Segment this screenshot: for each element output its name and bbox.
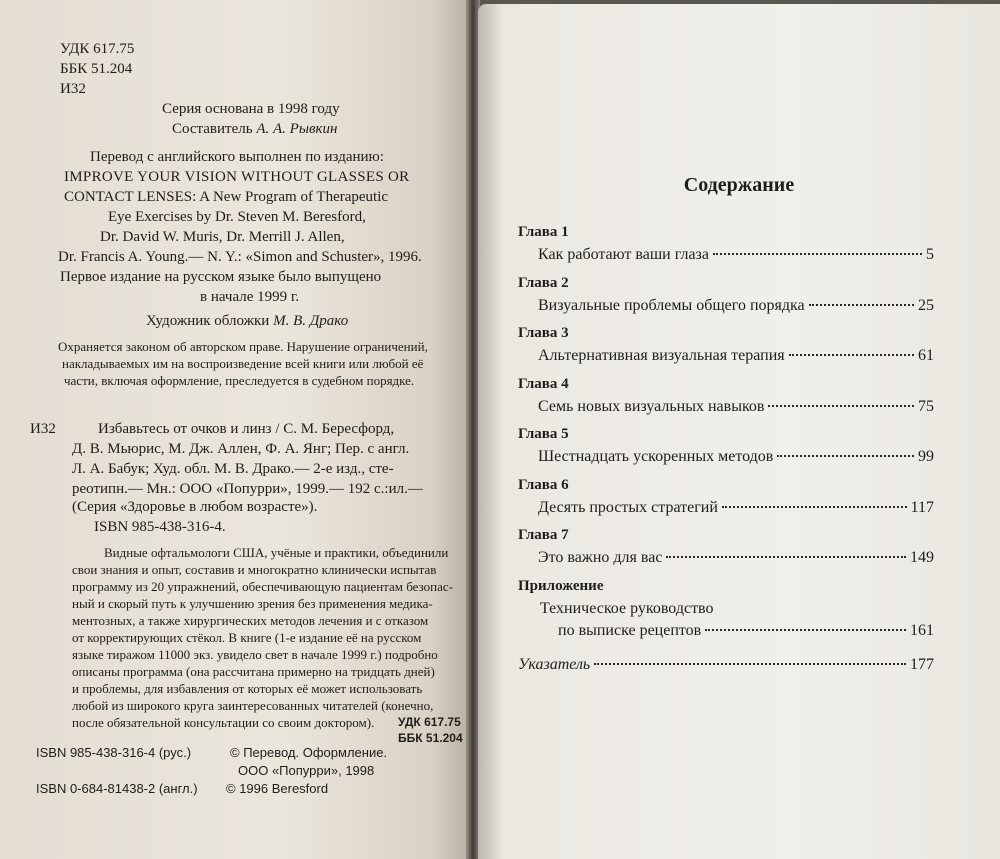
toc-leader-dots (809, 304, 914, 306)
code-top: И32 (60, 81, 86, 97)
toc-chapter-label: Глава 3 (518, 325, 569, 341)
bbk-top: ББК 51.204 (60, 61, 133, 77)
toc-entry (538, 499, 934, 517)
catalog-code: И32 (30, 421, 56, 437)
toc-leader-dots (722, 506, 907, 508)
toc-entry-title: Как работают ваши глаза (538, 246, 709, 263)
compiler-line: Составитель А. А. Рывкин (172, 121, 338, 137)
toc-entry-page: 75 (918, 397, 934, 415)
toc-chapter-label: Глава 6 (518, 476, 569, 493)
toc-entry-page: 61 (918, 347, 934, 364)
toc-entry-title: Альтернативная визуальная терапия (538, 347, 785, 364)
toc-entry-page: 117 (910, 498, 934, 516)
toc-entry-title: Шестнадцать ускоренных методов (538, 448, 774, 465)
toc-chapter-label: Глава 2 (518, 274, 569, 291)
series-line: Серия основана в 1998 году (162, 101, 340, 117)
toc-entry (538, 297, 934, 315)
isbn-russian-note: © Перевод. Оформление. (230, 745, 388, 760)
toc-entry-title: Это важно для вас (538, 549, 663, 566)
toc-chapter-label: Глава 5 (518, 426, 569, 442)
watermark: www.ay.by (942, 841, 994, 853)
isbn-russian: ISBN 985-438-316-4 (рус.) (36, 745, 192, 760)
toc-entry (538, 347, 934, 365)
left-page: УДК 617.75 ББК 51.204 И32 Серия основана в 1998 году Составитель А. А. Рывкин Перевод с английского выполнен по изданию: IMPROVE YOUR VISION WITHOUT GLASSES OR CONTACT LENSES: A New Program of Therapeutic Eye Exercises by Dr. Steven M. Beresford, Dr. David W. Muris, Dr. Merrill J. Allen, Dr. Francis A. Young.— N. Y.: «Simon and Schuster», 1996. Первое издание на русском языке было выпущено в начале 1999 г. Художник обложки М. В. Драко Охраняется законом об авторском праве. Нарушение ограничений, накладываемых им на воспроизведение всей книги или любой её части, включая оформление, преследуется в судебном порядке. И32 Избавьтесь от очков и линз / С. М. Бересфорд, Д. В. Мьюрис, М. Дж. Аллен, Ф. А. Янг; Пер. с англ. Л. А. Бабук; Худ. обл. М. В. Драко.— 2-е изд., сте- реотипн.— Мн.: ООО «Попурри», 1999.— 192 с.:ил.— (Серия «Здоровье в любом возрасте»). ISBN 985-438-316-4. Видные офтальмологи США, учёные и практики, объединили свои знания и опыт, составив и многократно клинически испытав программу из 20 упражнений, обеспечивающую пациентам безопас- ный и скорый путь к улучшению зрения без применения медика- ментозных, а также хирургических методов лечения и с отказом от корректирующих стёкол. В книге (1-е издание её на русском языке тиражом 11000 экз. увидело свет в начале 1999 г.) подробно описаны программа (она рассчитана примерно на тридцать дней) и проблемы, для избавления от которых её может использовать любой из широкого круга заинтересованных читателей (конечно, после обязательной консультации со своим доктором). УДК 617.75 ББК 51.204 ISBN 985-438-316-4 (рус.) © Перевод. Оформление. ООО «Попурри», 1998 ISBN 0-684-81438-2 (англ.) © 1996 Beresford (0, 0, 468, 859)
appendix-line1: Техническое руководство (540, 600, 714, 617)
toc-leader-dots (713, 253, 922, 255)
udk-top: УДК 617.75 (60, 41, 135, 57)
udk-bottom: УДК 617.75 (398, 715, 461, 729)
cover-artist: Художник обложки М. В. Драко (146, 313, 349, 329)
isbn-russian-note2: ООО «Попурри», 1998 (238, 763, 375, 778)
toc-leader-dots (777, 455, 914, 457)
toc-entry (538, 549, 934, 567)
toc-title: Содержание (683, 174, 795, 196)
toc-entry-title: Десять простых стратегий (538, 498, 718, 516)
toc-entry (538, 246, 934, 264)
toc-entry-page: 25 (918, 296, 934, 314)
toc-entry-page: 5 (926, 246, 934, 263)
appendix-label: Приложение (518, 578, 604, 594)
toc-chapter-label: Глава 7 (518, 527, 569, 543)
toc-leader-dots (789, 354, 914, 356)
toc-entry-page: 149 (910, 549, 934, 566)
toc-entry (538, 448, 934, 466)
toc-entry-title: Визуальные проблемы общего порядка (538, 296, 805, 314)
toc-chapter-label: Глава 4 (518, 375, 569, 392)
toc-entry-page: 99 (918, 448, 934, 465)
right-page (478, 4, 1000, 859)
toc-entry-title: Семь новых визуальных навыков (538, 397, 765, 415)
isbn-english: ISBN 0-684-81438-2 (англ.) (36, 781, 198, 796)
toc-leader-dots (666, 556, 906, 558)
toc-entry-index: Указатель 177 (518, 656, 934, 673)
toc-chapter-label: Глава 1 (518, 224, 569, 240)
isbn-english-note: © 1996 Beresford (226, 781, 329, 796)
toc-leader-dots (768, 405, 914, 407)
bbk-bottom: ББК 51.204 (398, 731, 463, 745)
toc-entry-appendix: по выписке рецептов 161 (558, 622, 934, 639)
toc-entry (538, 398, 934, 416)
